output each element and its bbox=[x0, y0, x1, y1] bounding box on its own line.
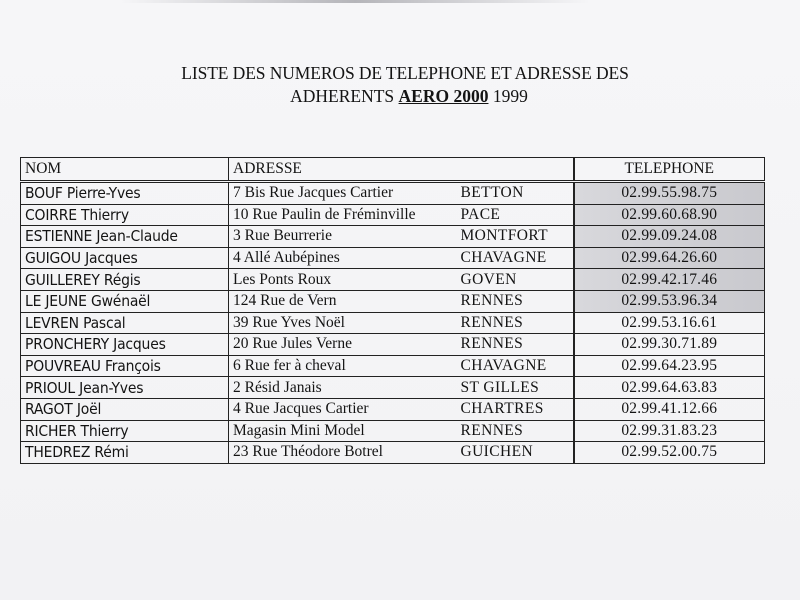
member-phone: 02.99.42.17.46 bbox=[574, 269, 765, 291]
member-phone: 02.99.31.83.23 bbox=[574, 420, 765, 442]
member-name: PRONCHERY Jacques bbox=[21, 334, 229, 356]
member-street: Magasin Mini Model bbox=[229, 420, 457, 442]
table-row bbox=[21, 226, 765, 248]
table-row bbox=[21, 204, 765, 226]
member-phone: 02.99.64.63.83 bbox=[574, 377, 765, 399]
member-phone: 02.99.52.00.75 bbox=[574, 442, 765, 464]
member-phone: 02.99.41.12.66 bbox=[574, 398, 765, 420]
member-phone: 02.99.64.23.95 bbox=[574, 355, 765, 377]
member-name: PRIOUL Jean-Yves bbox=[21, 377, 229, 399]
member-phone: 02.99.60.68.90 bbox=[574, 204, 765, 226]
member-name: LEVREN Pascal bbox=[21, 312, 229, 334]
member-street: 4 Allé Aubépines bbox=[229, 247, 457, 269]
table-row bbox=[21, 312, 765, 334]
member-name: POUVREAU François bbox=[21, 355, 229, 377]
member-street: 6 Rue fer à cheval bbox=[229, 355, 457, 377]
member-street: 20 Rue Jules Verne bbox=[229, 334, 457, 356]
member-phone: 02.99.30.71.89 bbox=[574, 334, 765, 356]
member-city: CHARTRES bbox=[457, 398, 574, 420]
member-name: ESTIENNE Jean-Claude bbox=[21, 226, 229, 248]
member-street: 3 Rue Beurrerie bbox=[229, 226, 457, 248]
table-row bbox=[21, 247, 765, 269]
table-row bbox=[21, 269, 765, 291]
scan-edge-shadow bbox=[120, 0, 590, 3]
member-street: 124 Rue de Vern bbox=[229, 290, 457, 312]
member-city: CHAVAGNE bbox=[457, 355, 574, 377]
member-name: THEDREZ Rémi bbox=[21, 442, 229, 464]
member-name: RICHER Thierry bbox=[21, 420, 229, 442]
member-city: RENNES bbox=[457, 312, 574, 334]
table-row bbox=[21, 290, 765, 312]
table-row bbox=[21, 182, 765, 205]
table-header-row bbox=[21, 158, 765, 182]
members-directory-table bbox=[20, 157, 765, 464]
member-name: GUILLEREY Régis bbox=[21, 269, 229, 291]
member-city: ST GILLES bbox=[457, 377, 574, 399]
member-city: GUICHEN bbox=[457, 442, 574, 464]
title-line-1: LISTE DES NUMEROS DE TELEPHONE ET ADRESSE DES bbox=[181, 63, 629, 83]
member-city: PACE bbox=[457, 204, 574, 226]
table-row bbox=[21, 334, 765, 356]
member-street: 7 Bis Rue Jacques Cartier bbox=[229, 182, 457, 205]
table-body bbox=[21, 182, 765, 464]
table-row bbox=[21, 377, 765, 399]
member-street: 39 Rue Yves Noël bbox=[229, 312, 457, 334]
header-name: NOM bbox=[21, 158, 229, 182]
member-phone: 02.99.09.24.08 bbox=[574, 226, 765, 248]
document-title bbox=[0, 62, 800, 108]
header-phone: TELEPHONE bbox=[574, 158, 765, 182]
member-phone: 02.99.64.26.60 bbox=[574, 247, 765, 269]
member-name: COIRRE Thierry bbox=[21, 204, 229, 226]
header-address: ADRESSE bbox=[229, 158, 574, 182]
member-city: BETTON bbox=[457, 182, 574, 205]
member-phone: 02.99.53.96.34 bbox=[574, 290, 765, 312]
member-city: RENNES bbox=[457, 334, 574, 356]
member-city: MONTFORT bbox=[457, 226, 574, 248]
table-row bbox=[21, 442, 765, 464]
member-city: RENNES bbox=[457, 290, 574, 312]
member-phone: 02.99.55.98.75 bbox=[574, 182, 765, 205]
member-name: GUIGOU Jacques bbox=[21, 247, 229, 269]
member-name: BOUF Pierre-Yves bbox=[21, 182, 229, 205]
member-street: 23 Rue Théodore Botrel bbox=[229, 442, 457, 464]
title-brand: AERO 2000 bbox=[398, 86, 489, 106]
title-line-2 bbox=[0, 85, 800, 108]
title-year: 1999 bbox=[492, 86, 528, 106]
table-row bbox=[21, 398, 765, 420]
member-city: RENNES bbox=[457, 420, 574, 442]
member-phone: 02.99.53.16.61 bbox=[574, 312, 765, 334]
table-row bbox=[21, 355, 765, 377]
member-city: CHAVAGNE bbox=[457, 247, 574, 269]
member-street: Les Ponts Roux bbox=[229, 269, 457, 291]
member-street: 10 Rue Paulin de Fréminville bbox=[229, 204, 457, 226]
member-city: GOVEN bbox=[457, 269, 574, 291]
member-name: RAGOT Joël bbox=[21, 398, 229, 420]
member-street: 2 Résid Janais bbox=[229, 377, 457, 399]
table-row bbox=[21, 420, 765, 442]
member-street: 4 Rue Jacques Cartier bbox=[229, 398, 457, 420]
member-name: LE JEUNE Gwénaël bbox=[21, 290, 229, 312]
title-prefix: ADHERENTS bbox=[290, 86, 395, 106]
